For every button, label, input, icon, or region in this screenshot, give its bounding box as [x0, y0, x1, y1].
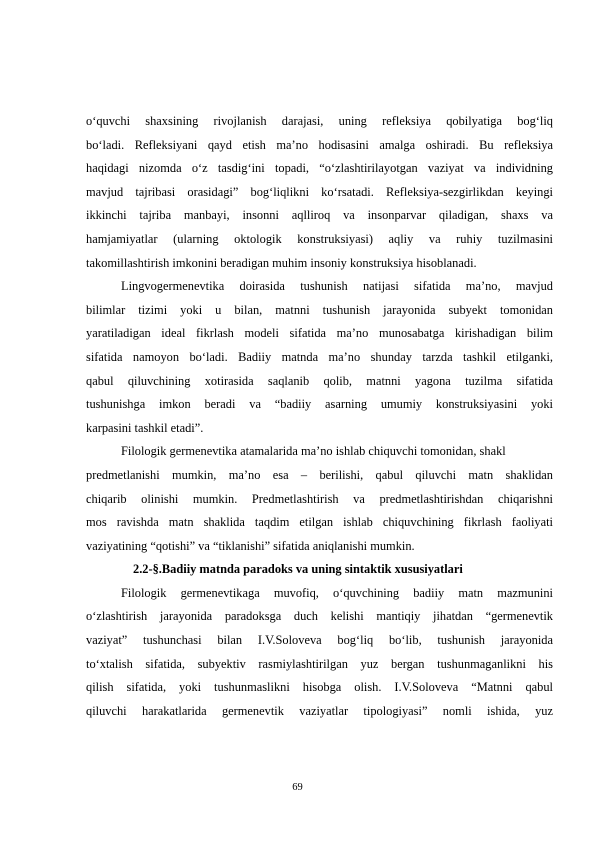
document-body — [86, 110, 553, 723]
text-line: bo‘ladi. Refleksiyani qayd etish ma’no hodisasini amalga oshiradi. Bu refleksiya — [86, 137, 553, 152]
text-line: predmetlanishi mumkin, ma’no esa – berilishi, qabul qiluvchi matn shaklidan — [86, 467, 553, 482]
text-line: o‘quvchi shaxsining rivojlanish darajasi, uning refleksiya qobilyatiga bog‘liq — [86, 114, 553, 128]
paragraph-4 — [86, 582, 553, 724]
paragraph-2 — [86, 275, 553, 440]
text-line: bilimlar tizimi yoki u bilan, matnni tushunish jarayonida subyekt tomonidan — [86, 302, 553, 317]
text-line: o‘zlashtirish jarayonida paradoksga duch kelishi mantiqiy jihatdan “germenevtik — [86, 609, 553, 624]
paragraph-3 — [86, 440, 553, 558]
text-line: mavjud tajribasi orasidagi” bog‘liqlikni ko‘rsatadi. Refleksiya-sezgirlikdan keyingi — [86, 184, 553, 199]
text-line: tushunishga imkon beradi va “badiiy asarning umumiy konstruksiyasini yoki — [86, 397, 553, 412]
text-line: hamjamiyatlar (ularning oktologik konstruksiyasi) aqliy va ruhiy tuzilmasini — [86, 231, 553, 246]
text-line: haqidagi nizomda o‘z tasdig‘ini topadi, “o‘zlashtirilayotgan vaziyat va individning — [86, 161, 553, 176]
text-line: yaratiladigan ideal fikrlash modeli sifatida ma’no munosabatga kirishadigan bilim — [86, 326, 553, 341]
text-line: mos ravishda matn shaklida taqdim etilgan ishlab chiquvchining fikrlash faoliyati — [86, 515, 553, 530]
text-line: Lingvogermenevtika doirasida tushunish natijasi sifatida ma’no, mavjud — [121, 279, 553, 294]
paragraph-1 — [86, 110, 553, 275]
text-line: takomillashtirish imkonini beradigan muhim insoniy konstruksiya hisoblanadi. — [86, 255, 477, 270]
text-line: Filologik germenevtikaga muvofiq, o‘quvchining badiiy matn mazmunini — [121, 585, 553, 600]
text-line: vaziyatining “qotishi” va “tiklanishi” sifatida aniqlanishi mumkin. — [86, 538, 415, 553]
text-line: qiluvchi harakatlarida germenevtik vaziyatlar tipologiyasi” nomli ishida, yuz — [86, 703, 553, 718]
section-heading: 2.2-§.Badiiy matnda paradoks va uning sintaktik xususiyatlari — [133, 562, 463, 577]
text-line: ikkinchi tajriba manbayi, insonni aqlliroq va insonparvar qiladigan, shaxs va — [86, 208, 553, 223]
page-number: 69 — [292, 782, 303, 793]
text-line: vaziyat” tushunchasi bilan I.V.Soloveva bog‘liq bo‘lib, tushunish jarayonida — [86, 633, 553, 648]
text-line: Filologik germenevtika atamalarida ma’no ishlab chiquvchi tomonidan, shakl — [121, 444, 506, 459]
text-line: sifatida namoyon bo‘ladi. Badiiy matnda ma’no shunday tarzda tashkil etilganki, — [86, 349, 553, 364]
text-line: karpasini tashkil etadi”. — [86, 420, 204, 435]
text-line: to‘xtalish sifatida, subyektiv rasmiylashtirilgan yuz bergan tushunmaganlikni his — [86, 656, 553, 671]
text-line: qilish sifatida, yoki tushunmaslikni hisobga olish. I.V.Soloveva “Matnni qabul — [86, 680, 553, 695]
text-line: chiqarib olinishi mumkin. Predmetlashtirish va predmetlashtirishdan chiqarishni — [86, 491, 553, 506]
text-line: qabul qiluvchining xotirasida saqlanib qolib, matnni yagona tuzilma sifatida — [86, 373, 553, 388]
